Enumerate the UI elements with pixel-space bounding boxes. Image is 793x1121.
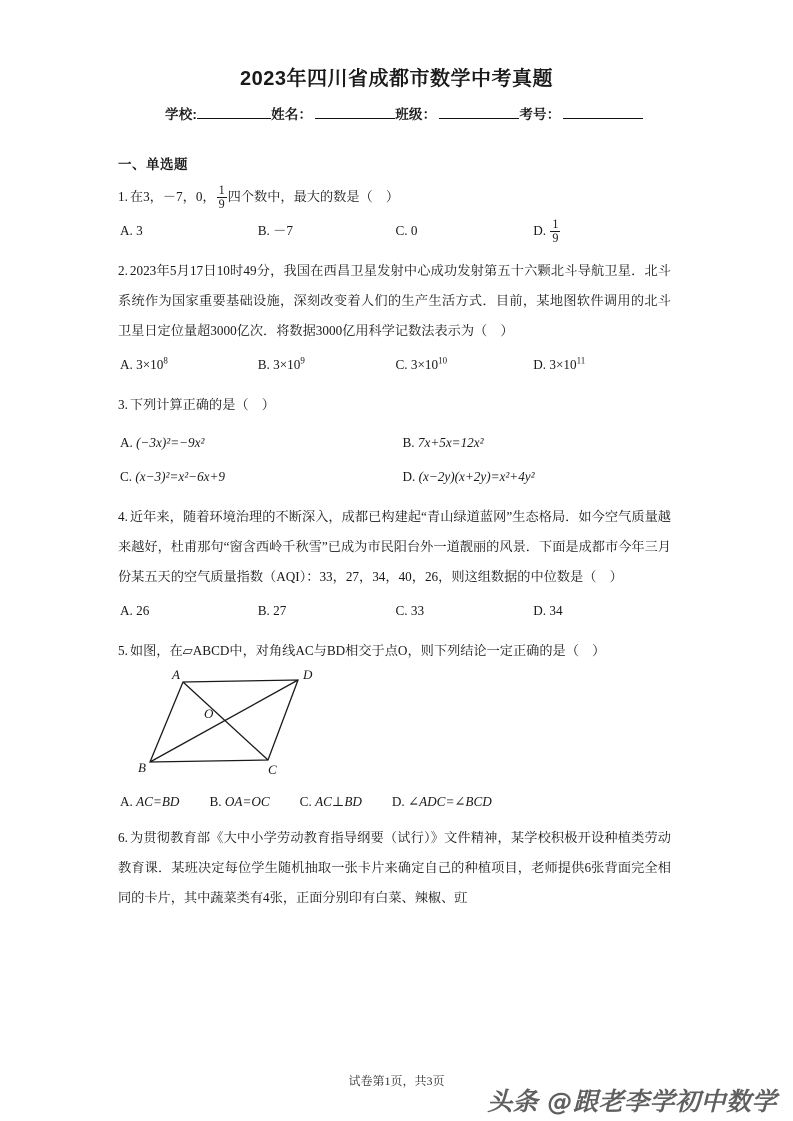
option-a-label: A. [120,435,133,450]
question-2-number: 2. [118,263,128,278]
option-b[interactable] [209,794,269,809]
question-5-figure [118,668,671,781]
student-info-line [0,103,793,123]
question-6-stem [118,823,671,913]
question-5-text: 如图，在▱ABCD中，对角线AC与BD相交于点O，则下列结论一定正确的是（ ） [129,643,606,658]
question-6-number: 6. [118,830,128,845]
option-c[interactable] [396,216,534,246]
parallelogram-diagram [128,668,318,776]
option-b[interactable] [395,426,672,460]
option-a-label: A. [120,794,133,809]
option-b-label: B. [257,357,270,372]
question-6-text: 为贯彻教育部《大中小学劳动教育指导纲要（试行）》文件精神，某学校积极开设种植类劳动教育课．某班决定每位学生随机抽取一张卡片来确定自己的种植项目，老师提供6张背面完全相同的卡片，其中蔬菜类有4张，正面分别印有白菜、辣椒、豇 [118,830,671,905]
option-c-label: C. [395,603,408,618]
vertex-label-c: C [268,762,277,776]
question-3-text: 下列计算正确的是（ ） [129,397,275,412]
option-a-text: 3 [136,223,143,238]
option-c-text: 0 [410,223,418,238]
option-d-label: D. [533,223,547,238]
option-d-fraction [550,218,560,245]
question-2-text: 2023年5月17日10时49分，我国在西昌卫星发射中心成功发射第五十六颗北斗导航卫星．北斗系统作为国家重要基础设施，深刻改变着人们的生产生活方式．目前，某地图软件调用的北斗卫星日定位量超3000亿次．将数据3000亿用科学记数法表示为（ ） [118,263,671,338]
fraction-denominator: 9 [552,230,559,245]
page-title: 2023年四川省成都市数学中考真题 [240,68,553,90]
vertex-label-a: A [172,668,180,682]
fraction-numerator: 1 [552,216,559,231]
option-c[interactable] [300,794,362,809]
question-5-options [118,787,671,817]
question-4-text: 近年来，随着环境治理的不断深入，成都已构建起“青山绿道蓝网”生态格局．如今空气质量越来越好，杜甫那句“窗含西岭千秋雪”已成为市民阳台外一道靓丽的风景．下面是成都市今年三月份某五天的空气质量指数（AQI）：33，27，34，40，26，则这组数据的中位数是（ ） [118,509,671,584]
option-a-label: A. [120,603,133,618]
option-b-label: B. [257,223,270,238]
option-d-label: D. [402,469,416,484]
option-a[interactable] [118,216,258,246]
option-a[interactable] [118,426,395,460]
option-d-text: ∠ADC=∠BCD [408,794,492,809]
option-c-label: C. [299,794,312,809]
fraction-denominator: 9 [218,196,225,211]
question-1-options [118,216,671,246]
exam-number-field[interactable] [519,107,643,122]
option-c-base: 3×10 [410,357,439,372]
option-d-base: 3×10 [549,357,577,372]
option-c-exponent: 10 [438,355,448,366]
option-b[interactable] [258,596,396,626]
option-b-text: －7 [273,223,293,238]
option-a-label: A. [120,223,133,238]
school-blank[interactable] [197,118,271,119]
exam-content [0,153,793,913]
option-b[interactable] [258,216,396,246]
question-1-number: 1. [118,189,128,204]
option-a[interactable] [118,350,258,380]
option-a[interactable] [118,596,258,626]
option-d[interactable] [395,460,672,494]
option-c-text: AC⊥BD [315,794,362,809]
option-d-label: D. [533,603,547,618]
class-blank[interactable] [439,118,519,119]
question-5-number: 5. [118,643,128,658]
option-a[interactable] [120,794,179,809]
question-4-stem [118,502,671,592]
option-c-text: 33 [410,603,425,618]
option-c[interactable] [118,460,395,494]
option-b-label: B. [257,603,270,618]
option-c[interactable] [396,350,534,380]
question-2-stem [118,256,671,346]
option-d-exponent: 11 [576,355,586,366]
question-3-number: 3. [118,397,128,412]
option-d-label: D. [391,794,405,809]
option-a-exponent: 8 [163,355,168,366]
option-d-text: 34 [549,603,563,618]
name-blank[interactable] [315,118,395,119]
option-b-exponent: 9 [300,355,305,366]
question-1-stem [118,182,671,212]
option-d-text: (x−2y)(x+2y)=x²+4y² [418,469,535,484]
question-3-stem [118,390,671,420]
option-d-label: D. [533,357,547,372]
option-a-base: 3×10 [136,357,164,372]
page-footer: 试卷第1页，共3页 [348,1074,445,1088]
question-1-text-before: 在3，－7，0， [129,189,216,204]
question-1-fraction [217,184,227,211]
option-b-text: 7x+5x=12x² [417,435,484,450]
name-label: 姓名： [271,107,313,122]
option-b[interactable] [258,350,396,380]
option-c[interactable] [396,596,534,626]
exam-number-blank[interactable] [563,118,643,119]
section-heading-1: 一、单选题 [118,157,188,172]
question-3-options [118,426,671,494]
option-c-label: C. [395,357,408,372]
option-d[interactable] [392,794,492,809]
option-a-text: (−3x)²=−9x² [136,435,205,450]
class-label: 班级： [395,107,437,122]
vertex-label-b: B [138,760,146,775]
question-4-options [118,596,671,626]
option-b-label: B. [209,794,222,809]
center-label-o: O [204,706,214,721]
option-a-text: 26 [136,603,150,618]
option-c-label: C. [395,223,408,238]
option-a-text: AC=BD [136,794,180,809]
fraction-numerator: 1 [218,182,225,197]
option-c-label: C. [120,469,133,484]
exam-number-label: 考号： [519,107,561,122]
option-b-text: 27 [273,603,287,618]
school-field[interactable] [165,107,271,122]
class-field[interactable] [395,107,519,122]
option-b-text: OA=OC [224,794,270,809]
name-field[interactable] [271,107,395,122]
option-c-text: (x−3)²=x²−6x+9 [135,469,226,484]
question-1-text-after: 四个数中，最大的数是（ ） [227,189,400,204]
option-b-label: B. [402,435,415,450]
option-d[interactable] [533,350,671,380]
vertex-label-d: D [303,668,313,682]
option-a-label: A. [120,357,133,372]
watermark-logo: 头条 @跟老李学初中数学 [487,1087,777,1116]
question-5-stem [118,636,671,666]
option-d[interactable] [533,596,671,626]
option-d[interactable] [533,216,671,246]
school-label: 学校: [165,107,198,122]
option-b-base: 3×10 [273,357,301,372]
question-4-number: 4. [118,509,128,524]
question-2-options [118,350,671,380]
